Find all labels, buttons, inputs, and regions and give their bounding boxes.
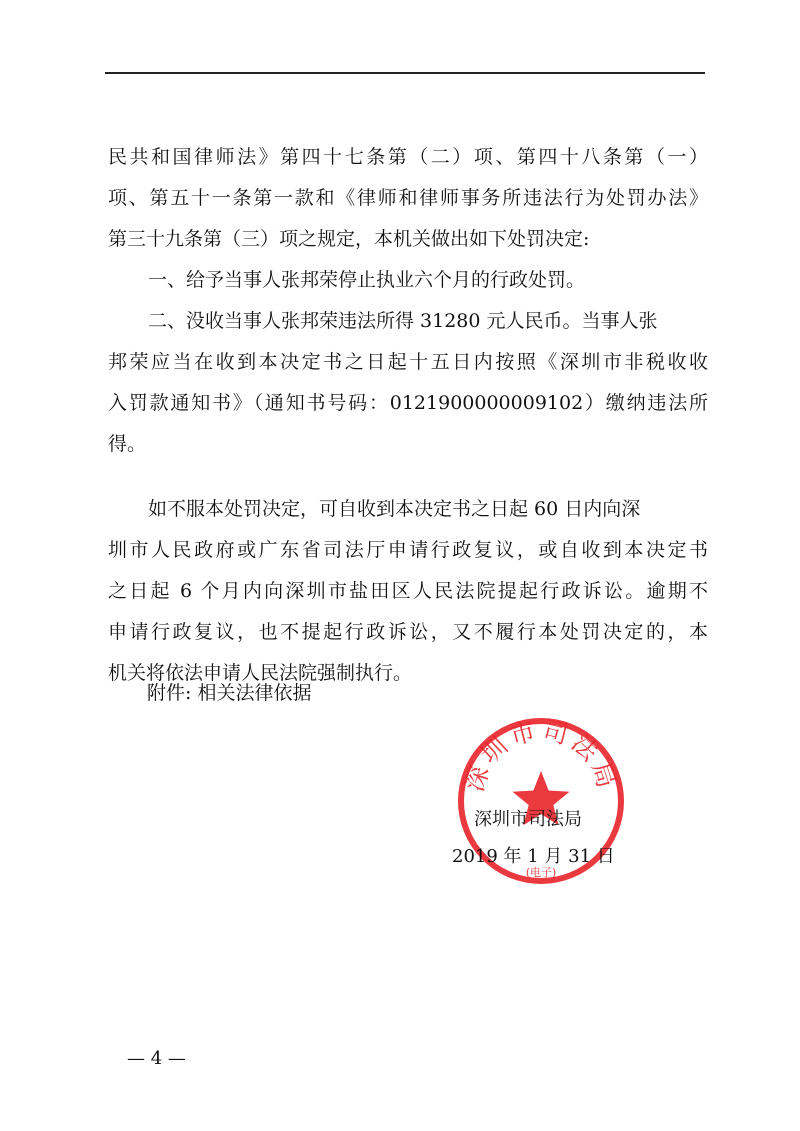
issuing-authority: 深圳市司法局 xyxy=(474,809,582,830)
page-number: — 4 — xyxy=(127,1048,186,1069)
issue-date: 2019 年 1 月 31 日 xyxy=(452,846,615,867)
header-rule xyxy=(105,72,705,74)
body-line: 之日起 6 个月内向深圳市盐田区人民法院提起行政诉讼。逾期不 xyxy=(108,580,708,602)
body-line: 圳市人民政府或广东省司法厅申请行政复议，或自收到本决定书 xyxy=(108,539,708,561)
document-body xyxy=(108,137,708,694)
penalty-item-1: 一、给予当事人张邦荣停止执业六个月的行政处罚。 xyxy=(148,269,586,291)
body-line: 民共和国律师法》第四十七条第（二）项、第四十八条第（一） xyxy=(108,146,708,168)
appeal-paragraph-start: 如不服本处罚决定，可自收到本决定书之日起 60 日内向深 xyxy=(148,498,641,520)
svg-text:(电子): (电子) xyxy=(525,866,557,879)
body-line: 得。 xyxy=(108,433,147,455)
body-line: 申请行政复议，也不提起行政诉讼，又不履行本处罚决定的，本 xyxy=(108,621,708,643)
body-line: 机关将依法申请人民法院强制执行。 xyxy=(108,662,413,684)
body-line: 入罚款通知书》（通知书号码：0121900000009102）缴纳违法所 xyxy=(108,392,708,414)
body-line: 项、第五十一条第一款和《律师和律师事务所违法行为处罚办法》 xyxy=(108,187,708,209)
body-line: 第三十九条第（三）项之规定，本机关做出如下处罚决定: xyxy=(108,228,590,250)
attachment-note: 附件: 相关法律依据 xyxy=(147,682,312,704)
svg-text:深圳市司法局: 深圳市司法局 xyxy=(459,716,623,796)
body-line: 邦荣应当在收到本决定书之日起十五日内按照《深圳市非税收收 xyxy=(108,351,708,373)
penalty-item-2: 二、没收当事人张邦荣违法所得 31280 元人民币。当事人张 xyxy=(148,310,658,332)
